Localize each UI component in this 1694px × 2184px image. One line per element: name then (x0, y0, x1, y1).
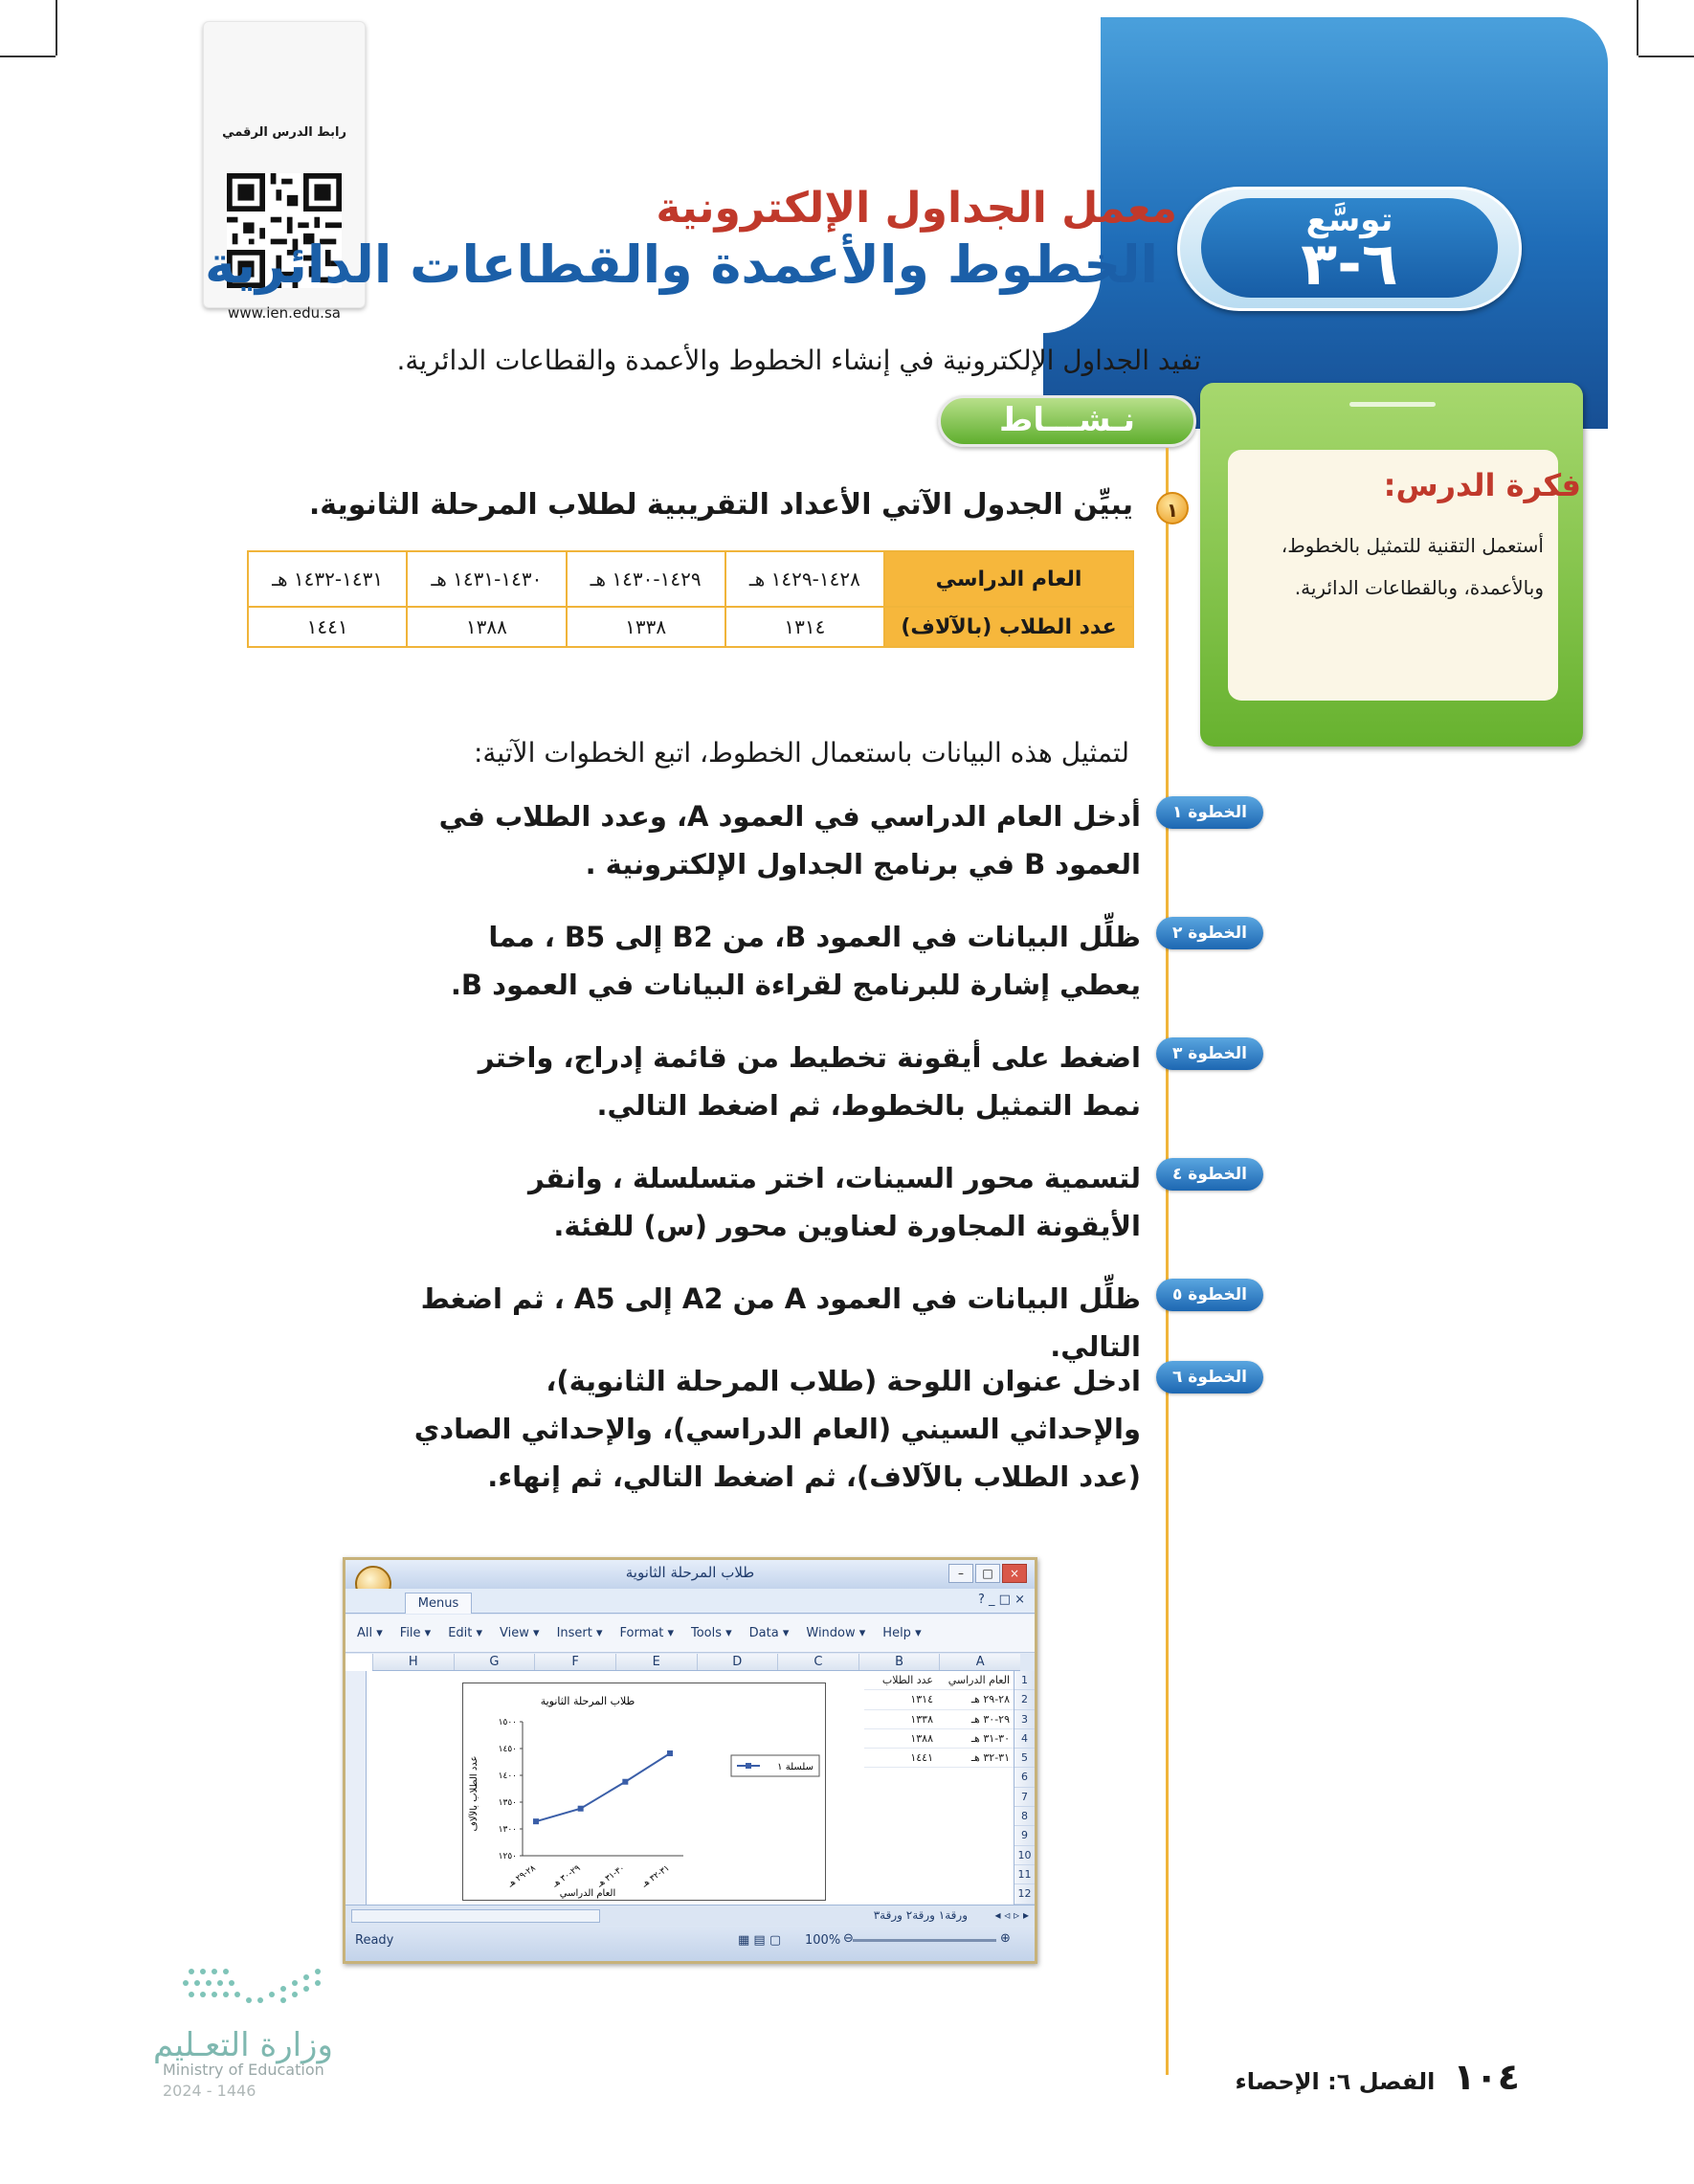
chart-y-tick-label: ١٤٠٠ (498, 1772, 517, 1781)
column-header[interactable]: D (697, 1654, 778, 1670)
table-cell-year: ١٤٣٠-١٤٣١ هـ (407, 551, 566, 607)
chart-point (622, 1779, 628, 1785)
minimize-icon[interactable]: – (948, 1564, 973, 1583)
step-badge: الخطوة ٢ (1156, 917, 1263, 949)
row-header[interactable]: 4 (1014, 1729, 1035, 1749)
step-1 (413, 792, 1248, 888)
chart-y-tick-label: ١٥٠٠ (498, 1718, 517, 1727)
cell[interactable]: ١٤٤١ (864, 1749, 937, 1768)
step-5 (413, 1275, 1248, 1371)
maximize-icon[interactable]: □ (975, 1564, 1000, 1583)
cell[interactable]: ١٣٨٨ (864, 1729, 937, 1749)
row-header[interactable]: 9 (1014, 1826, 1035, 1845)
row-headers (1014, 1671, 1035, 1905)
page-title: الخطوط والأعمدة والقطاعات الدائرية (205, 234, 1158, 295)
menu-file[interactable]: File ▾ (399, 1626, 432, 1640)
horizontal-scrollbar[interactable] (351, 1909, 600, 1923)
step-2 (413, 913, 1248, 1009)
ministry-name-english: Ministry of Education (163, 2061, 324, 2079)
status-ready: Ready (355, 1933, 394, 1948)
cell[interactable]: ٣١-٣٢ هـ (937, 1749, 1014, 1768)
chart-point (667, 1750, 673, 1756)
table-cell-students: ١٣١٤ (725, 607, 884, 647)
table-header-students: عدد الطلاب (بالآلاف) (884, 607, 1133, 647)
menu-insert[interactable]: Insert ▾ (556, 1626, 603, 1640)
step-text: ادخل عنوان اللوحة (طلاب المرحلة الثانوية)، والإحداثي السيني (العام الدراسي)، والإحداثي الصادي (عدد الطلاب بالآلاف)، ثم اضغط التالي، ثم إنهاء. (413, 1365, 1141, 1493)
menu-help[interactable]: Help ▾ (882, 1626, 922, 1640)
chart-x-tick-label: ٣٠-٣١ هـ (595, 1863, 628, 1890)
chart-y-tick-label: ١٤٥٠ (498, 1745, 517, 1754)
cell[interactable]: عدد الطلاب (864, 1671, 937, 1690)
row-header[interactable]: 11 (1014, 1865, 1035, 1884)
step-3 (413, 1034, 1248, 1129)
students-table (247, 550, 1134, 648)
row-header[interactable]: 2 (1014, 1690, 1035, 1709)
row-header[interactable]: 6 (1014, 1768, 1035, 1787)
status-bar (345, 1926, 1035, 1961)
step-badge: الخطوة ٥ (1156, 1279, 1263, 1311)
chart-marks (499, 1718, 683, 1890)
vertical-scrollbar[interactable] (345, 1671, 367, 1905)
step-badge: الخطوة ٤ (1156, 1158, 1263, 1191)
column-header[interactable]: C (777, 1654, 858, 1670)
chart-x-tick-label: ٢٨-٢٩ هـ (506, 1863, 538, 1890)
crop-mark (1638, 56, 1694, 57)
column-b-cells (864, 1671, 937, 1768)
steps-intro: لتمثيل هذه البيانات باستعمال الخطوط، اتبع الخطوات الآتية: (473, 737, 1129, 769)
sheet-nav-icon[interactable]: ◂ ◃ ▹ ▸ (994, 1908, 1029, 1922)
column-headers (372, 1654, 1020, 1671)
excel-window-title: طلاب المرحلة الثانوية (625, 1564, 755, 1581)
lesson-number: ٦-٣ (1301, 229, 1398, 299)
lesson-idea-bar (1349, 402, 1436, 407)
table-cell-students: ١٣٣٨ (567, 607, 725, 647)
step-badge: الخطوة ٦ (1156, 1361, 1263, 1393)
step-text: اضغط على أيقونة تخطيط من قائمة إدراج، واختر نمط التمثيل بالخطوط، ثم اضغط التالي. (478, 1041, 1141, 1122)
activity-tab: نـشـــاط (938, 395, 1196, 447)
ministry-name-arabic: وزارة التعـليم (153, 2026, 333, 2064)
zoom-slider[interactable] (853, 1939, 996, 1942)
intro-text: تفيد الجداول الإلكترونية في إنشاء الخطوط والأعمدة والقطاعات الدائرية. (396, 345, 1201, 376)
activity-line (1166, 448, 1169, 2075)
cell[interactable]: ١٣١٤ (864, 1690, 937, 1709)
close-icon[interactable]: × (1002, 1564, 1027, 1583)
table-header-year: العام الدراسي (884, 551, 1133, 607)
view-buttons-icon[interactable]: ▦ ▤ ▢ (738, 1933, 782, 1948)
step-text: لتسمية محور السينات، اختر متسلسلة ، وانقر الأيقونة المجاورة لعناوين محور (س) للفئة. (527, 1162, 1141, 1242)
chart-y-label: عدد الطلاب بالآلاف (469, 1755, 479, 1832)
row-header[interactable]: 8 (1014, 1807, 1035, 1826)
sheet-tabs-bar (345, 1905, 1035, 1926)
column-header[interactable]: A (939, 1654, 1020, 1670)
qr-label: رابط الدرس الرقمي (222, 125, 346, 140)
question-number-badge: ١ (1156, 492, 1189, 524)
column-header[interactable]: G (454, 1654, 535, 1670)
row-header[interactable]: 5 (1014, 1749, 1035, 1768)
zoom-level: 100% (805, 1933, 841, 1948)
menu-edit[interactable]: Edit ▾ (448, 1626, 483, 1640)
crop-mark (1637, 0, 1638, 56)
chart-y-tick-label: ١٢٥٠ (498, 1852, 517, 1861)
menu-format[interactable]: Format ▾ (619, 1626, 674, 1640)
table-cell-students: ١٤٤١ (248, 607, 407, 647)
column-header[interactable]: H (372, 1654, 454, 1670)
lesson-label: توسَّع (1305, 201, 1393, 239)
step-text: ظلِّل البيانات في العمود A من A2 إلى A5 ، ثم اضغط التالي. (420, 1282, 1141, 1363)
excel-window (343, 1557, 1037, 1964)
ministry-year: 2024 - 1446 (163, 2082, 256, 2100)
legend-series-name: سلسلة ١ (777, 1762, 814, 1772)
column-header[interactable]: E (615, 1654, 697, 1670)
table-cell-year: ١٤٢٩-١٤٣٠ هـ (567, 551, 725, 607)
chart-x-tick-label: ٢٩-٣٠ هـ (550, 1863, 583, 1890)
row-header[interactable]: 12 (1014, 1884, 1035, 1904)
step-6 (413, 1357, 1248, 1501)
cell[interactable]: ٢٩-٣٠ هـ (937, 1710, 1014, 1729)
lesson-idea-text: أستعمل التقنية للتمثيل بالخطوط، وبالأعمدة، وبالقطاعات الدائرية. (1281, 534, 1544, 599)
column-header[interactable]: F (534, 1654, 615, 1670)
step-badge: الخطوة ١ (1156, 796, 1263, 829)
help-icon[interactable]: ? _ □ × (978, 1593, 1025, 1607)
chart-point (578, 1806, 584, 1812)
cell[interactable]: ٢٨-٢٩ هـ (937, 1690, 1014, 1709)
page-number: ١٠٤ (1453, 2056, 1520, 2098)
table-cell-year: ١٤٢٨-١٤٢٩ هـ (725, 551, 884, 607)
question-text: يبيِّن الجدول الآتي الأعداد التقريبية لطلاب المرحلة الثانوية. (308, 488, 1133, 522)
chart-x-label: العام الدراسي (559, 1888, 616, 1899)
chart-title: طلاب المرحلة الثانوية (540, 1695, 635, 1707)
table-row (248, 607, 1133, 647)
chart-legend (731, 1755, 819, 1776)
chart-y-tick-label: ١٣٠٠ (498, 1825, 517, 1835)
row-header[interactable]: 10 (1014, 1846, 1035, 1865)
chart-x-tick-label: ٣١-٣٢ هـ (640, 1863, 672, 1890)
lesson-idea-title: فكرة الدرس: (1383, 467, 1581, 503)
column-a-cells (937, 1671, 1014, 1768)
chart-point (533, 1818, 539, 1824)
step-text: أدخل العام الدراسي في العمود A، وعدد الطلاب في العمود B في برنامج الجداول الإلكترونية . (438, 800, 1141, 880)
sheet-tabs[interactable]: ورقة١ ورقة٢ ورقة٣ (873, 1908, 968, 1922)
table-cell-students: ١٣٨٨ (407, 607, 566, 647)
zoom-in-icon[interactable]: ⊕ (1000, 1931, 1011, 1946)
column-header[interactable]: B (858, 1654, 940, 1670)
chart-series-line (536, 1753, 670, 1821)
cell[interactable]: ١٣٣٨ (864, 1710, 937, 1729)
menu-data[interactable]: Data ▾ (748, 1626, 790, 1640)
menu-window[interactable]: Window ▾ (806, 1626, 866, 1640)
cell[interactable]: العام الدراسي (937, 1671, 1014, 1690)
row-header[interactable]: 1 (1014, 1671, 1035, 1690)
tab-menus[interactable]: Menus (405, 1593, 472, 1614)
menu-tools[interactable]: Tools ▾ (690, 1626, 732, 1640)
step-4 (413, 1154, 1248, 1250)
step-text: ظلِّل البيانات في العمود B، من B2 إلى B5 ، مما يعطي إشارة للبرنامج لقراءة البيانات في العمود B. (450, 921, 1141, 1001)
row-header[interactable]: 7 (1014, 1788, 1035, 1807)
line-chart[interactable] (462, 1683, 826, 1901)
step-badge: الخطوة ٣ (1156, 1037, 1263, 1070)
zoom-out-icon[interactable]: ⊖ (843, 1931, 854, 1946)
table-row (248, 551, 1133, 607)
lab-kicker: معمل الجداول الإلكترونية (656, 184, 1177, 233)
excel-menubar (345, 1615, 1035, 1653)
chart-svg (463, 1683, 827, 1902)
crop-mark (56, 0, 57, 56)
table-cell-year: ١٤٣١-١٤٣٢ هـ (248, 551, 407, 607)
menu-all[interactable]: All ▾ (357, 1626, 383, 1640)
menu-view[interactable]: View ▾ (500, 1626, 540, 1640)
cell[interactable]: ٣٠-٣١ هـ (937, 1729, 1014, 1749)
row-header[interactable]: 3 (1014, 1710, 1035, 1729)
page-footer (1235, 2056, 1520, 2098)
qr-url[interactable]: www.ien.edu.sa (228, 304, 341, 322)
chart-y-tick-label: ١٣٥٠ (498, 1798, 517, 1808)
chapter-label: الفصل ٦: الإحصاء (1235, 2068, 1436, 2095)
crop-mark (0, 56, 56, 57)
window-controls (948, 1564, 1027, 1583)
